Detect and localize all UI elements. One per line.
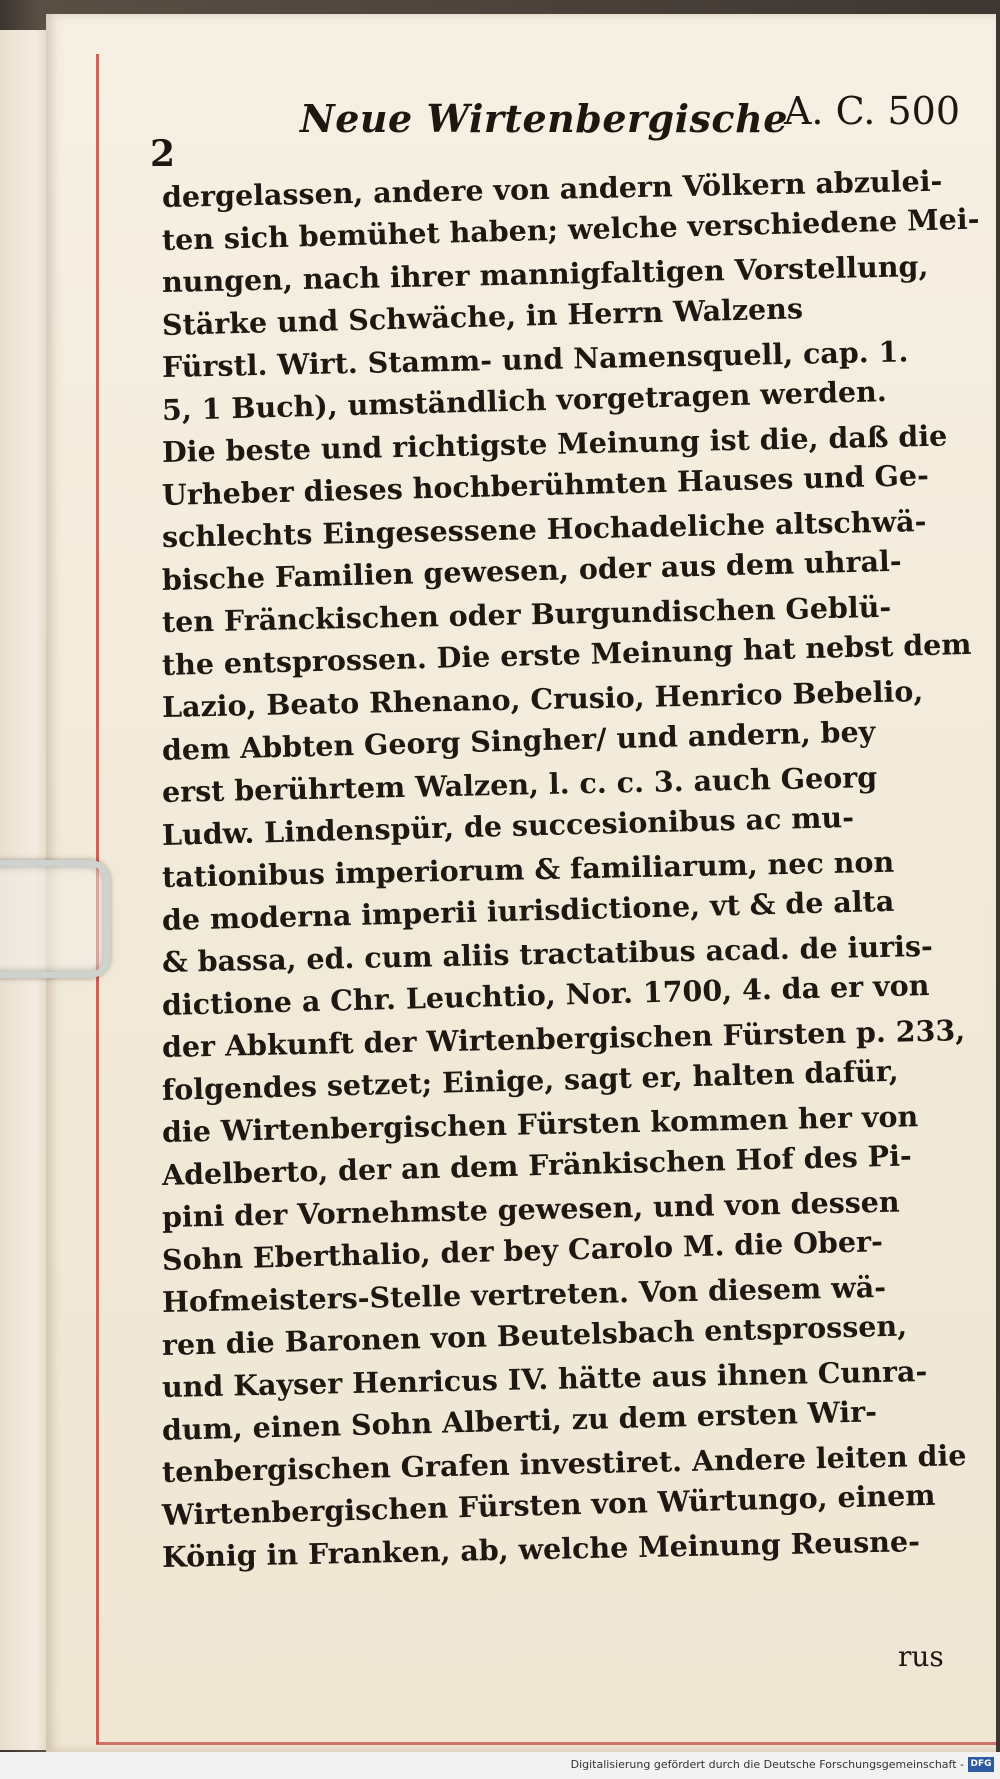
catchword: rus — [898, 1640, 944, 1673]
text-line: ten Fränckischen oder Burgundischen Geblü- — [161, 589, 892, 639]
running-title: Neue Wirtenbergische — [300, 96, 788, 141]
text-line: folgendes setzet; Einige, sagt er, halten dafür, — [161, 1053, 899, 1107]
digitization-credit: Digitalisierung gefördert durch die Deutsche Forschungsgemeinschaft - — [570, 1758, 964, 1771]
text-line: schlechts Eingesessene Hochadeliche altschwä- — [161, 503, 927, 554]
text-line: Urheber dieses hochberühmten Hauses und Ge- — [161, 457, 930, 512]
text-line: Hofmeisters-Stelle vertreten. Von diesem wä- — [161, 1269, 887, 1319]
text-line: Lazio, Beato Rhenano, Crusio, Henrico Bebelio, — [161, 674, 924, 724]
text-line: Adelberto, der an dem Fränkischen Hof des Pi- — [161, 1137, 913, 1192]
text-line: Fürstl. Wirt. Stamm- und Namensquell, cap. 1. — [161, 334, 909, 384]
text-line: ten sich bemühet haben; welche verschiedene Mei- — [161, 201, 980, 257]
text-line: nungen, nach ihrer mannigfaltigen Vorstellung, — [161, 248, 929, 299]
text-line: dergelassen, andere von andern Völkern abzulei- — [161, 163, 943, 214]
dfg-logo-icon: DFG — [968, 1757, 994, 1772]
text-line: the entsprossen. Die erste Meinung hat nebst dem — [161, 626, 972, 682]
text-line: dem Abbten Georg Singher/ und andern, bey — [161, 713, 876, 767]
text-line: bische Familien gewesen, oder aus dem uhral- — [161, 543, 903, 597]
text-line: 5, 1 Buch), umständlich vorgetragen werden. — [161, 373, 888, 427]
text-line: Die beste und richtigste Meinung ist die, daß die — [161, 418, 948, 469]
text-line: Ludw. Lindenspür, de succesionibus ac mu- — [161, 799, 855, 852]
text-line: dictione a Chr. Leuchtio, Nor. 1700, 4. da er von — [161, 967, 930, 1022]
red-edge-rule-bottom — [96, 1742, 996, 1745]
text-line: dum, einen Sohn Alberti, zu dem ersten Wir- — [161, 1393, 878, 1447]
page-number: 2 — [150, 133, 176, 175]
page-header — [150, 89, 960, 175]
text-line: Wirtenbergischen Fürsten von Würtungo, einem — [161, 1477, 936, 1532]
year-marker: A. C. 500 — [783, 89, 960, 133]
text-line: Sohn Eberthalio, der bey Carolo M. die Ober- — [161, 1223, 884, 1277]
text-line: tationibus imperiorum & familiarum, nec non — [161, 844, 895, 894]
text-line: tenbergischen Grafen investiret. Andere leiten die — [161, 1438, 967, 1489]
body-text — [161, 163, 980, 1579]
bookmark-clip-icon — [0, 860, 110, 978]
text-line: und Kayser Henricus IV. hätte aus ihnen Cunra- — [161, 1353, 928, 1404]
text-line: König in Franken, ab, welche Meinung Reusne- — [161, 1524, 921, 1574]
text-line: die Wirtenbergischen Fürsten kommen her von — [161, 1099, 919, 1149]
text-line: ren die Baronen von Beutelsbach entsprossen, — [161, 1307, 908, 1362]
text-line: Stärke und Schwäche, in Herrn Walzens — [161, 290, 804, 342]
text-line: erst berührtem Walzen, l. c. c. 3. auch Georg — [161, 760, 878, 809]
text-line: de moderna imperii iurisdictione, vt & de alta — [161, 883, 895, 937]
text-line: der Abkunft der Wirtenbergischen Fürsten p. 233, — [161, 1013, 966, 1064]
text-line: pini der Vornehmste gewesen, und von dessen — [161, 1184, 900, 1234]
text-line: & bassa, ed. cum aliis tractatibus acad. de iuris- — [161, 928, 934, 979]
